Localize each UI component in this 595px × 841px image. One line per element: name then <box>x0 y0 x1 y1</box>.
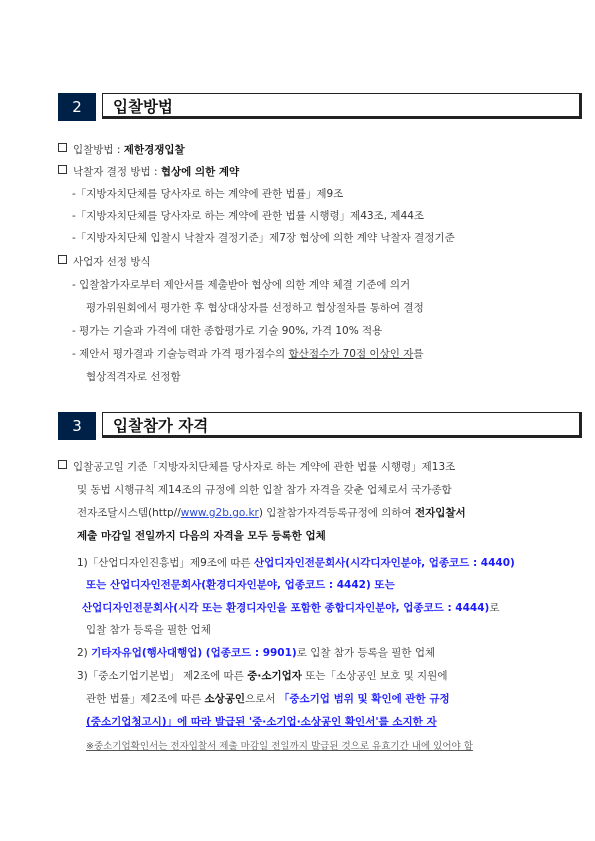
bid-method-line <box>58 143 185 157</box>
section-number: 2 <box>58 93 96 121</box>
item-3-line <box>77 669 447 683</box>
winner-method-line <box>58 165 239 179</box>
text: 또는「소상공인 보호 및 지원에 <box>301 670 448 682</box>
text: - 제안서 평가결과 기술능력과 가격 평가점수의 <box>72 348 289 360</box>
item-1-line: 입찰 참가 등록을 필한 업체 <box>86 624 211 636</box>
text-bold: 소상공인 <box>204 693 246 705</box>
text-blue: 산업디자인전문회사(시각디자인분야, 업종코드 : 4440) <box>254 557 515 569</box>
text: 1)「산업디자인진흥법」제9조에 따른 <box>77 557 254 569</box>
text: 2) <box>77 647 92 659</box>
text-bold: 협상에 의한 계약 <box>160 166 240 178</box>
text-bold: 전자입찰서 <box>414 507 466 519</box>
text-underline: 합산점수가 70점 이상인 자 <box>288 348 414 360</box>
law-line: -「지방자치단체를 당사자로 하는 계약에 관한 법률 시행령」제43조, 제44조 <box>72 210 425 222</box>
g2b-link[interactable]: www.g2b.go.kr <box>180 507 259 519</box>
item-3-line <box>86 692 450 706</box>
text-blue: 기타자유업(행사대행업) (업종코드 : 9901) <box>91 647 297 659</box>
item-1-line: 또는 산업디자인전문회사(환경디자인분야, 업종코드 : 4442) 또는 <box>86 579 395 591</box>
eligibility-line <box>58 460 455 474</box>
selection-heading <box>58 255 151 269</box>
section-title: 입찰참가 자격 <box>102 412 582 438</box>
item-1-line <box>82 601 499 615</box>
text: 로 <box>489 602 500 614</box>
selection-line <box>72 347 424 361</box>
selection-line: - 입찰참가자로부터 제안서를 제출받아 협상에 의한 계약 체결 기준에 의거 <box>72 279 411 291</box>
text: 입찰방법 : <box>73 144 124 156</box>
item-1-line <box>77 556 515 570</box>
eligibility-line: 및 동법 시행규칙 제14조의 규정에 의한 입찰 참가 자격을 갖춘 업체로서 국가종합 <box>77 484 452 496</box>
text: 3)「중소기업기본법」 제2조에 따른 <box>77 670 248 682</box>
text: 으로서 <box>245 693 279 705</box>
eligibility-line <box>77 506 466 520</box>
text-bold: 중·소기업자 <box>247 670 302 682</box>
checkbox-icon <box>58 165 67 174</box>
checkbox-icon <box>58 460 67 469</box>
section-title: 입찰방법 <box>102 93 582 119</box>
text: 를 <box>413 348 424 360</box>
checkbox-icon <box>58 255 67 264</box>
checkbox-icon <box>58 143 67 152</box>
text: 전자조달시스템(http// <box>77 507 181 519</box>
text: 로 입찰 참가 등록을 필한 업체 <box>296 647 436 659</box>
text: 입찰공고일 기준「지방자치단체를 당사자로 하는 계약에 관한 법률 시행령」제13조 <box>73 461 456 473</box>
text-blue: 산업디자인전문회사(시각 또는 환경디자인을 포함한 종합디자인분야, 업종코드 : 4444) <box>82 602 490 614</box>
law-line: -「지방자치단체를 당사자로 하는 계약에 관한 법률」제9조 <box>72 188 344 200</box>
text: 낙찰자 결정 방법 : <box>73 166 161 178</box>
text: 관한 법률」제2조에 따른 <box>86 693 205 705</box>
section-number: 3 <box>58 412 96 440</box>
text-blue: 「중소기업 범위 및 확인에 관한 규정 <box>278 693 450 705</box>
text-bold: 제한경쟁입찰 <box>123 144 185 156</box>
item-2-line <box>77 646 435 660</box>
footnote: ※중소기업확인서는 전자입찰서 제출 마감일 전일까지 발급된 것으로 유효기간 내에 있어야 함 <box>86 741 473 752</box>
law-line: -「지방자치단체 입찰시 낙찰자 결정기준」제7장 협상에 의한 계약 낙찰자 결정기준 <box>72 232 455 244</box>
eligibility-line: 제출 마감일 전일까지 다음의 자격을 모두 등록한 업체 <box>77 530 326 542</box>
item-3-line: (중소기업청고시)」에 따라 발급된 '중·소기업·소상공인 확인서'를 소지한 자 <box>86 716 437 728</box>
text: ) 입찰참가자격등록규정에 의하여 <box>258 507 415 519</box>
selection-line: - 평가는 기술과 가격에 대한 종합평가로 기술 90%, 가격 10% 적용 <box>72 325 383 337</box>
selection-line: 평가위원회에서 평가한 후 협상대상자를 선정하고 협상절차를 통하여 결정 <box>86 302 424 314</box>
text: 사업자 선정 방식 <box>73 256 151 268</box>
selection-line: 협상적격자로 선정함 <box>86 371 181 383</box>
